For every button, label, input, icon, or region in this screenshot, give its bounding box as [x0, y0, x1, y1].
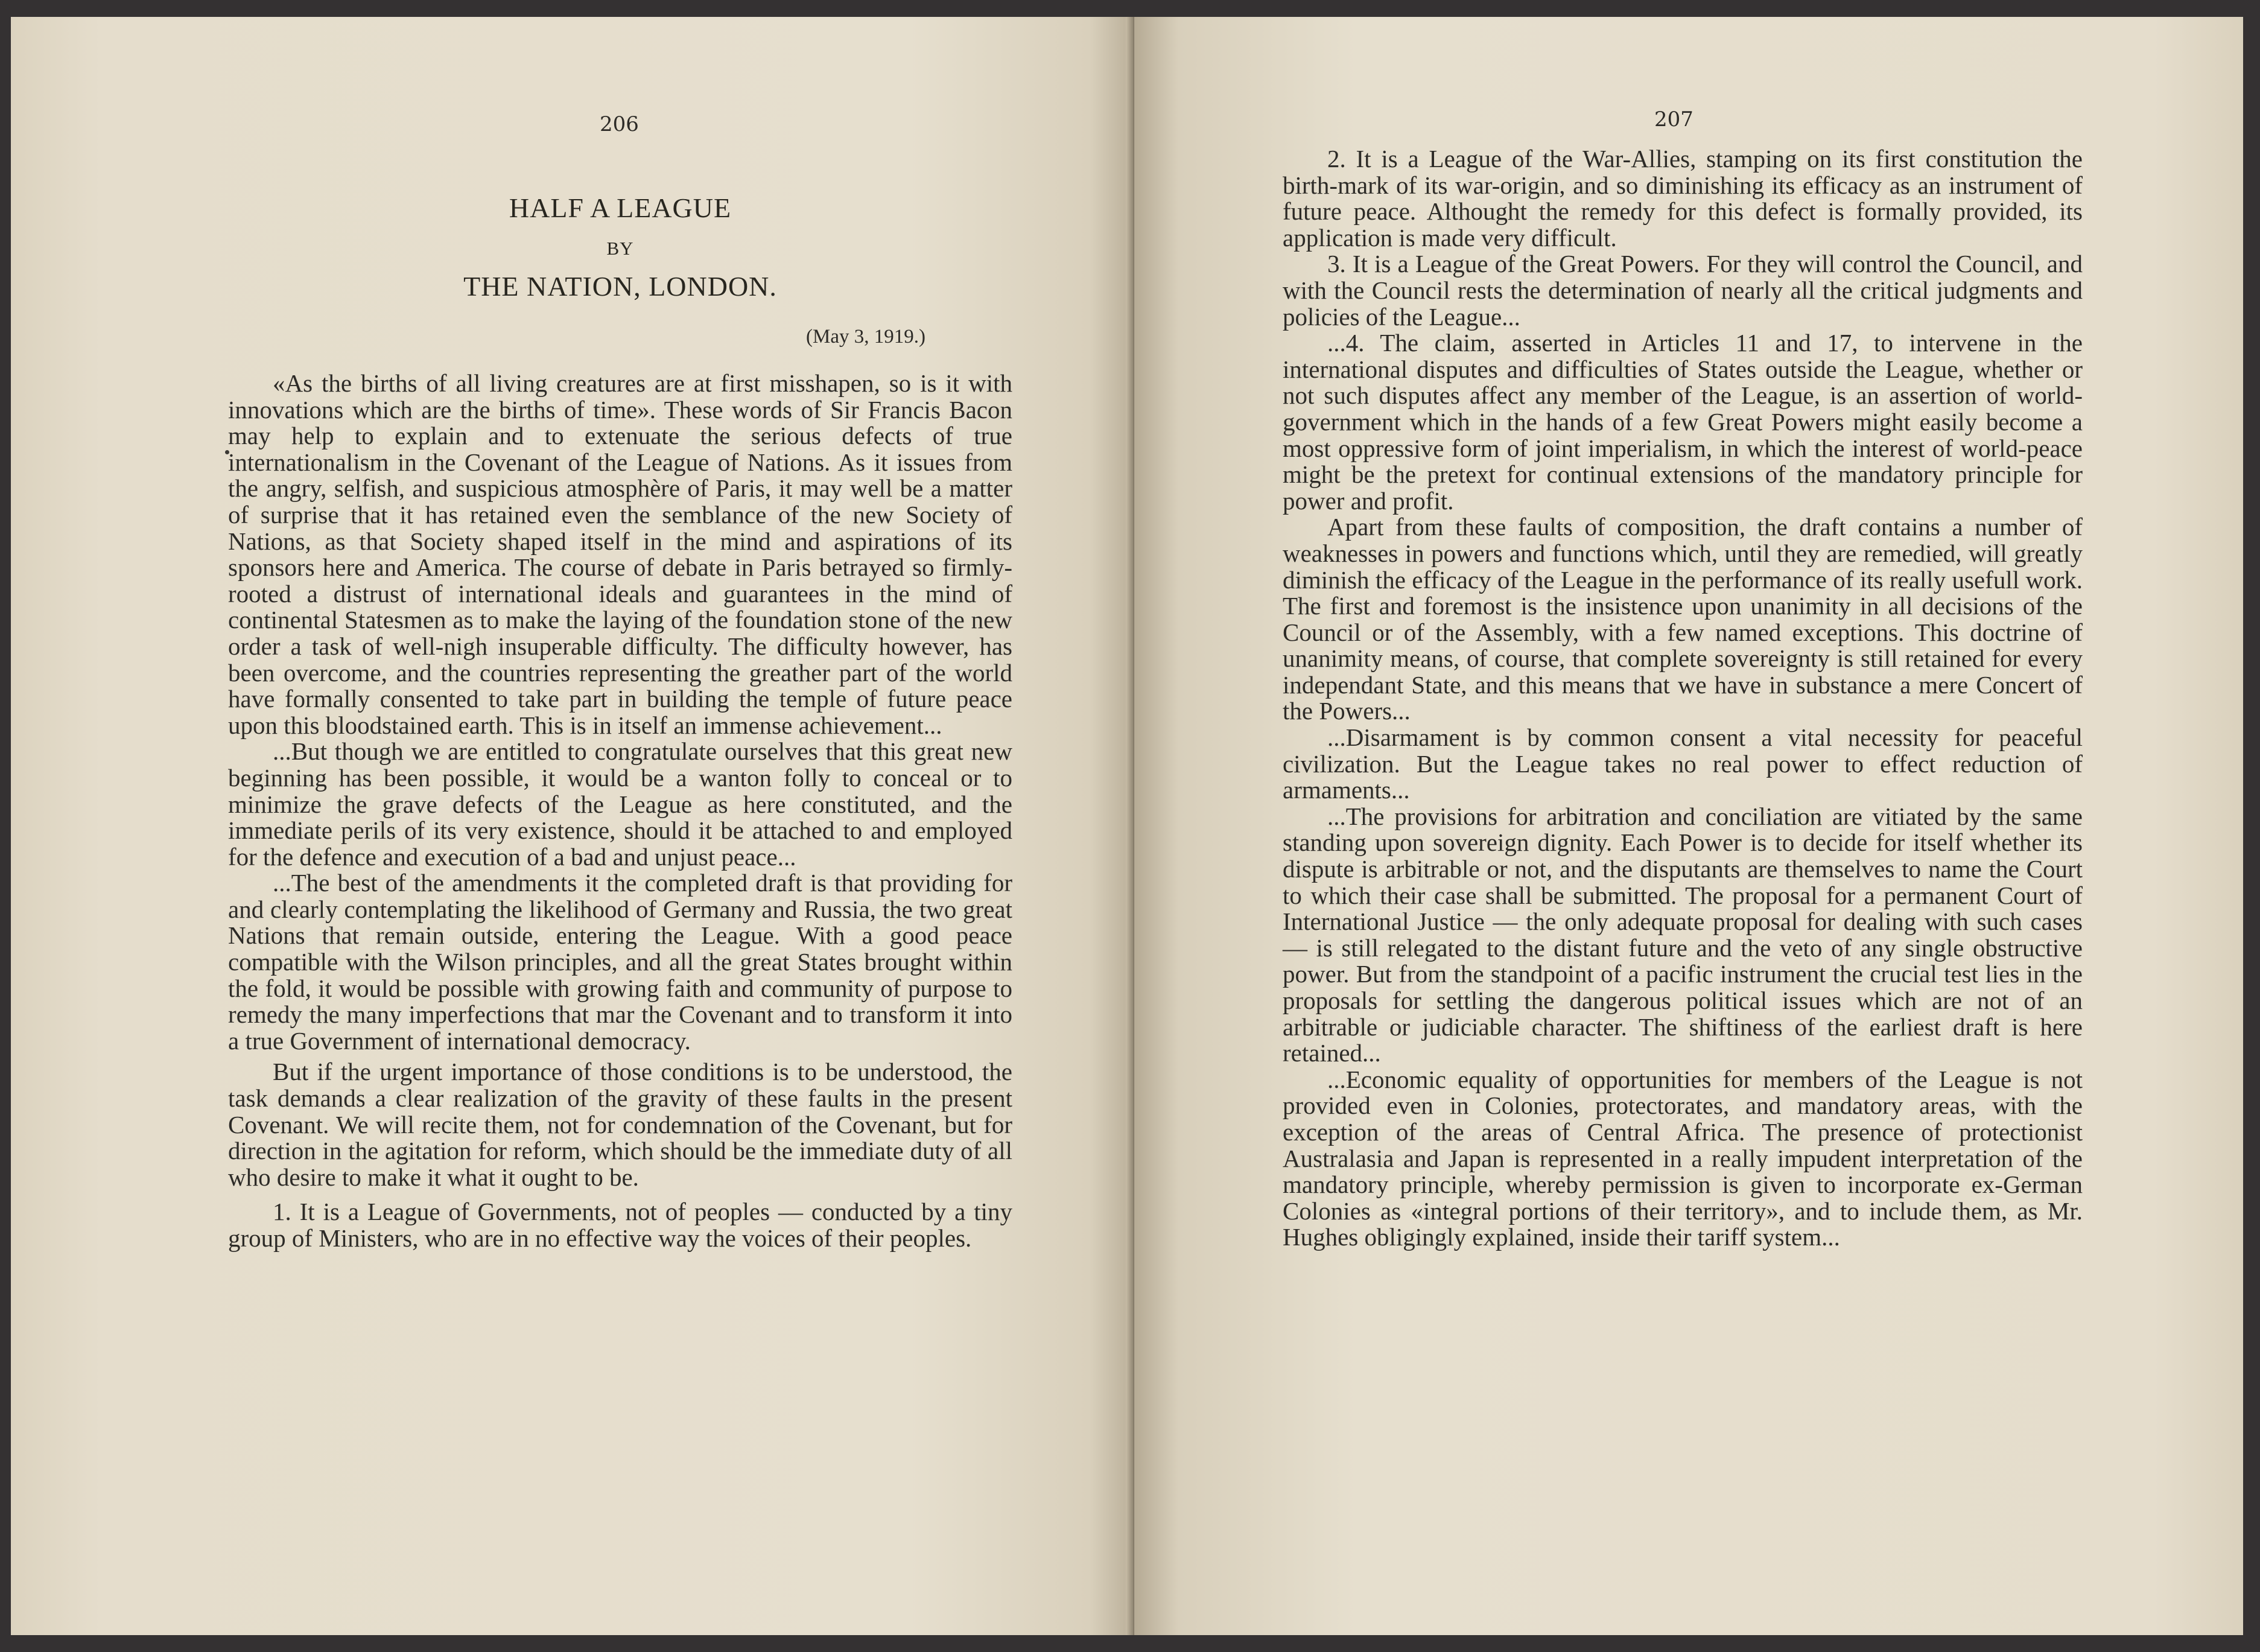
- left-page: [11, 17, 1134, 1635]
- paragraph: 3. It is a League of the Great Powers. For they will control the Council, and with the Council rests the determination of nearly all the critical judgments and policies of the League...: [1283, 250, 2083, 331]
- paragraph: 1. It is a League of Governments, not of peoples — conducted by a tiny group of Ministers, who are in no effective way the voices of their peoples.: [228, 1198, 1012, 1252]
- left-body-text: [228, 370, 1012, 1252]
- byline-by: BY: [606, 238, 634, 259]
- paragraph: Apart from these faults of composition, the draft contains a number of weaknesses in powers and functions which, until they are remedied, will greatly diminish the efficacy of the League in the performance of its really usefull work. The first and foremost is the insistence upon unanimity in all decisions of the Council or of the Assembly, with a few named exceptions. This doctrine of unanimity means, of course, that complete sovereignty is still retained for every independant State, and this means that we have in substance a mere Concert of the Powers...: [1283, 513, 2083, 725]
- article-title: HALF A LEAGUE: [509, 192, 732, 223]
- paragraph: ...4. The claim, asserted in Articles 11 and 17, to intervene in the international disputes and difficulties of States outside the League, whether or not such disputes affect any member of the League, is an assertion of world-government which in the hands of a few Great Powers might easily become a most oppressive form of joint imperialism, in which the interest of world-peace might be the pretext for continual extensions of the mandatory principle for power and profit.: [1283, 329, 2083, 515]
- right-page: [1134, 17, 2243, 1635]
- page-number: 207: [1654, 107, 1693, 132]
- paragraph: ...The best of the amendments it the completed draft is that providing for and clearly contemplating the likelihood of Germany and Russia, the two great Nations that remain outside, entering the League. With a good peace compatible with the Wilson principles, and all the great States brought within the fold, it would be possible with growing faith and community of purpose to remedy the many imperfections that mar the Covenant and to transform it into a true Government of international democracy.: [228, 869, 1012, 1055]
- paragraph: «As the births of all living creatures are at first misshapen, so is it with innovations which are the births of time». These words of Sir Francis Bacon may help to explain and to extenuate the serious defects of true internationalism in the Covenant of the League of Nations. As it issues from the angry, selfish, and suspicious atmosphère of Paris, it may well be a matter of surprise that it has retained even the semblance of the new Society of Nations, as that Society shaped itself in the mind and aspirations of its sponsors here and America. The course of debate in Paris betrayed so firmly-rooted a distrust of international ideals and guarantees in the mind of continental Statesmen as to make the laying of the foundation stone of the new order a task of well-nigh insuperable difficulty. The difficulty however, has been overcome, and the countries representing the greather part of the world have formally consented to take part in building the temple of future peace upon this bloodstained earth. This is in itself an immense achievement...: [228, 369, 1012, 739]
- right-body-text: [1283, 146, 2083, 1251]
- article-date: (May 3, 1919.): [806, 326, 925, 348]
- paragraph: ...But though we are entitled to congratulate ourselves that this great new beginning has been possible, it would be a wanton folly to conceal or to minimize the grave defects of the League as here constituted, and the immediate perils of its very existence, should it be attached to and employed for the defence and execution of a bad and unjust peace...: [228, 737, 1012, 871]
- page-number: 206: [600, 112, 639, 136]
- paragraph: ...Economic equality of opportunities for members of the League is not provided even in Colonies, protectorates, and mandatory areas, with the exception of the areas of Central Africa. The presence of protectionist Australasia and Japan is represented in a really impudent interpretation of the mandatory principle, whereby permission is given to incorporate ex-German Colonies as «integral portions of their territory», and to include them, as Mr. Hughes obligingly explained, inside their tariff system...: [1283, 1065, 2083, 1251]
- paragraph: ...The provisions for arbitration and conciliation are vitiated by the same standing upon sovereign dignity. Each Power is to decide for itself whether its dispute is arbitrable or not, and the disputants are themselves to name the Court to which their case shall be submitted. The proposal for a permanent Court of International Justice — the only adequate proposal for dealing with such cases — is still relegated to the distant future and the veto of any single obstructive power. But from the standpoint of a pacific instrument the crucial test lies in the proposals for settling the dangerous political issues which are not of an arbitrable or judiciable character. The shiftiness of the earliest draft is here retained...: [1283, 802, 2083, 1067]
- paragraph: ...Disarmament is by common consent a vital necessity for peaceful civilization. But the League takes no real power to effect reduction of armaments...: [1283, 723, 2083, 804]
- article-source: THE NATION, LONDON.: [463, 271, 777, 302]
- paragraph: 2. It is a League of the War-Allies, stamping on its first constitution the birth-mark of its war-origin, and so diminishing its efficacy as an instrument of future peace. Althought the remedy for this defect is formally provided, its application is made very difficult.: [1283, 145, 2083, 252]
- paragraph: But if the urgent importance of those conditions is to be understood, the task demands a clear realization of the gravity of these faults in the present Covenant. We will recite them, not for condemnation of the Covenant, but for direction in the agitation for reform, which should be the immediate duty of all who desire to make it what it ought to be.: [228, 1058, 1012, 1191]
